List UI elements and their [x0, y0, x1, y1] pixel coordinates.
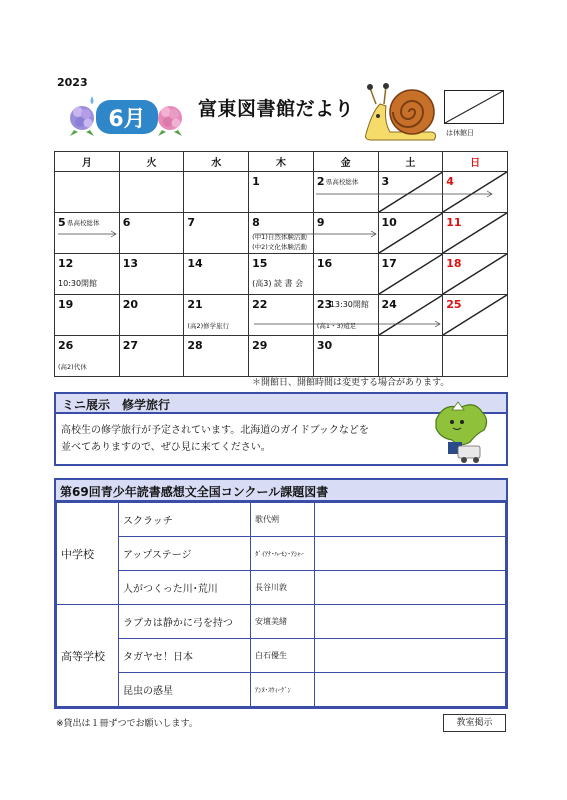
calendar-day-cell	[378, 213, 443, 254]
raindrop-icon	[91, 96, 94, 104]
book-row	[57, 537, 506, 571]
calendar-day-cell	[378, 295, 443, 336]
calendar-day-cell	[443, 172, 508, 213]
calendar-day-cell	[55, 213, 120, 254]
calendar-week-row	[55, 254, 508, 295]
calendar-day-cell	[313, 172, 378, 213]
calendar-day-cell	[119, 336, 184, 377]
calendar-day-number: 17	[381, 257, 397, 270]
calendar-day-cell	[184, 213, 249, 254]
assigned-books-section	[54, 478, 508, 709]
calendar-day-cell	[55, 172, 120, 213]
calendar-week-row	[55, 336, 508, 377]
calendar-day-number: 14	[187, 257, 203, 270]
calendar-day-number: 3	[381, 175, 390, 188]
mini-exhibit-line: 並べてありますので、ぜひ見に来てください。	[61, 442, 271, 453]
calendar-day-number: 18	[446, 257, 462, 270]
closed-day-legend-box	[444, 90, 504, 124]
assigned-books-heading: 第69回青少年読書感想文全国コンクール課題図書	[56, 480, 506, 502]
weekday-wed: 水	[184, 152, 249, 172]
calendar-day-number: 6	[122, 216, 131, 229]
calendar-day-cell	[184, 336, 249, 377]
calendar	[54, 151, 508, 377]
school-level: 高等学校	[57, 605, 119, 707]
calendar-day-cell	[55, 295, 120, 336]
calendar-event-text: 10:30開館	[58, 279, 98, 288]
calendar-day-cell	[119, 213, 184, 254]
calendar-day-number: 21	[187, 298, 203, 311]
hydrangea-icon-right	[158, 106, 182, 136]
calendar-day-number: 22	[252, 298, 268, 311]
calendar-day-number: 1	[252, 175, 260, 188]
calendar-day-cell	[313, 336, 378, 377]
calendar-day-number: 27	[122, 339, 139, 352]
book-title: ラブカは静かに弓を持つ	[119, 605, 251, 639]
book-notes-cell	[315, 571, 506, 605]
book-notes-cell	[315, 673, 506, 707]
calendar-day-number: 12	[58, 257, 74, 270]
book-notes-cell	[315, 605, 506, 639]
book-row	[57, 503, 506, 537]
book-notes-cell	[315, 639, 506, 673]
calendar-day-cell	[378, 254, 443, 295]
book-author: ｱﾝﾇ･ｽｳｨｰｹﾞﾝ	[251, 673, 315, 707]
calendar-event-text: (高1・3)遠足	[316, 322, 357, 330]
book-title: タガヤセ！日本	[119, 639, 251, 673]
book-author: 歌代朔	[251, 503, 315, 537]
calendar-day-number: 13	[122, 257, 139, 270]
calendar-day-number: 28	[187, 339, 203, 352]
calendar-event-text: (高2)代休	[58, 363, 87, 371]
book-author: 安壇美緒	[251, 605, 315, 639]
diagonal-line	[445, 91, 503, 123]
calendar-day-number: 26	[58, 339, 74, 352]
mini-exhibit-heading: ミニ展示 修学旅行	[56, 394, 506, 414]
calendar-day-cell	[119, 254, 184, 295]
mini-exhibit-line: 高校生の修学旅行が予定されています。北海道のガイドブックなどを	[61, 425, 369, 436]
calendar-notice: ＊開館日、開館時間は変更する場合があります。	[252, 378, 450, 388]
calendar-event-text: 県高校総体	[67, 219, 100, 227]
hokkaido-mascot-icon	[430, 398, 492, 468]
weekday-fri: 金	[313, 152, 378, 172]
mini-exhibit-text	[61, 422, 441, 456]
classroom-posting-label: 教室掲示	[443, 714, 506, 732]
calendar-day-number: 9	[316, 216, 325, 229]
calendar-day-number: 25	[446, 298, 462, 311]
calendar-day-cell	[443, 254, 508, 295]
calendar-day-number: 5	[58, 216, 66, 229]
calendar-day-cell	[184, 295, 249, 336]
calendar-day-cell	[249, 254, 314, 295]
hydrangea-icon-left	[70, 106, 94, 136]
calendar-day-cell	[249, 295, 314, 336]
calendar-day-cell	[55, 254, 120, 295]
calendar-day-number: 19	[58, 298, 74, 311]
year: 2023	[57, 76, 88, 89]
book-author: ﾀﾞｲｱﾅ･ﾊｰﾓﾝ･ｱｼｬｰ	[251, 537, 315, 571]
closed-day-legend-label: は休館日	[446, 129, 474, 137]
calendar-day-number: 4	[446, 175, 454, 188]
calendar-day-cell	[249, 172, 314, 213]
calendar-event-text: (中2)文化体験活動	[252, 243, 307, 251]
calendar-day-cell	[313, 254, 378, 295]
snail-icon	[362, 82, 442, 144]
calendar-day-number: 24	[381, 298, 397, 311]
calendar-day-number: 15	[252, 257, 268, 270]
calendar-day-cell	[249, 213, 314, 254]
calendar-day-cell	[378, 336, 443, 377]
book-notes-cell	[315, 537, 506, 571]
calendar-day-cell	[119, 295, 184, 336]
calendar-day-number: 2	[316, 175, 325, 188]
calendar-day-cell	[378, 172, 443, 213]
newsletter-title: 富東図書館だより	[198, 98, 355, 120]
weekday-sat: 土	[378, 152, 443, 172]
month-badge	[70, 94, 182, 138]
calendar-event-text: 13:30開館	[329, 300, 369, 309]
month-label: 6月	[108, 107, 146, 132]
calendar-event-text: 県高校総体	[325, 178, 359, 186]
school-level: 中学校	[57, 503, 119, 605]
book-title: アップステージ	[119, 537, 251, 571]
book-row	[57, 673, 506, 707]
calendar-day-cell	[443, 336, 508, 377]
calendar-day-cell	[119, 172, 184, 213]
weekday-thu: 木	[249, 152, 314, 172]
calendar-week-row	[55, 172, 508, 213]
book-title: 昆虫の惑星	[119, 673, 251, 707]
calendar-day-cell	[443, 295, 508, 336]
weekday-mon: 月	[55, 152, 120, 172]
calendar-day-number: 10	[381, 216, 397, 229]
calendar-day-number: 29	[252, 339, 268, 352]
calendar-body	[55, 172, 508, 377]
calendar-week-row	[55, 295, 508, 336]
calendar-day-number: 30	[316, 339, 333, 352]
weekday-tue: 火	[119, 152, 184, 172]
calendar-event-text: (高2)修学旅行	[187, 322, 230, 330]
book-row	[57, 605, 506, 639]
calendar-weekday-row	[55, 152, 508, 172]
calendar-week-row	[55, 213, 508, 254]
calendar-day-cell	[184, 254, 249, 295]
calendar-day-number: 7	[187, 216, 196, 229]
calendar-day-number: 8	[252, 216, 260, 229]
calendar-day-cell	[313, 213, 378, 254]
calendar-day-number: 11	[446, 216, 462, 229]
calendar-event-text: (高3) 読 書 会	[252, 279, 304, 288]
book-title: スクラッチ	[119, 503, 251, 537]
book-title: 人がつくった川･荒川	[119, 571, 251, 605]
calendar-day-cell	[249, 336, 314, 377]
calendar-day-number: 16	[316, 257, 333, 270]
calendar-day-cell	[443, 213, 508, 254]
calendar-day-cell	[184, 172, 249, 213]
calendar-day-cell	[313, 295, 378, 336]
calendar-day-number: 20	[122, 298, 139, 311]
weekday-sun: 日	[443, 152, 508, 172]
assigned-books-body	[57, 503, 506, 707]
assigned-books-table	[56, 502, 506, 707]
book-author: 白石優生	[251, 639, 315, 673]
lending-note: ※貸出は１冊ずつでお願いします。	[56, 719, 198, 729]
book-author: 長谷川敦	[251, 571, 315, 605]
calendar-day-cell	[55, 336, 120, 377]
book-row	[57, 639, 506, 673]
calendar-day-number: 23	[316, 298, 333, 311]
book-notes-cell	[315, 503, 506, 537]
calendar-event-text: (中1)自然体験活動	[252, 233, 307, 241]
book-row	[57, 571, 506, 605]
